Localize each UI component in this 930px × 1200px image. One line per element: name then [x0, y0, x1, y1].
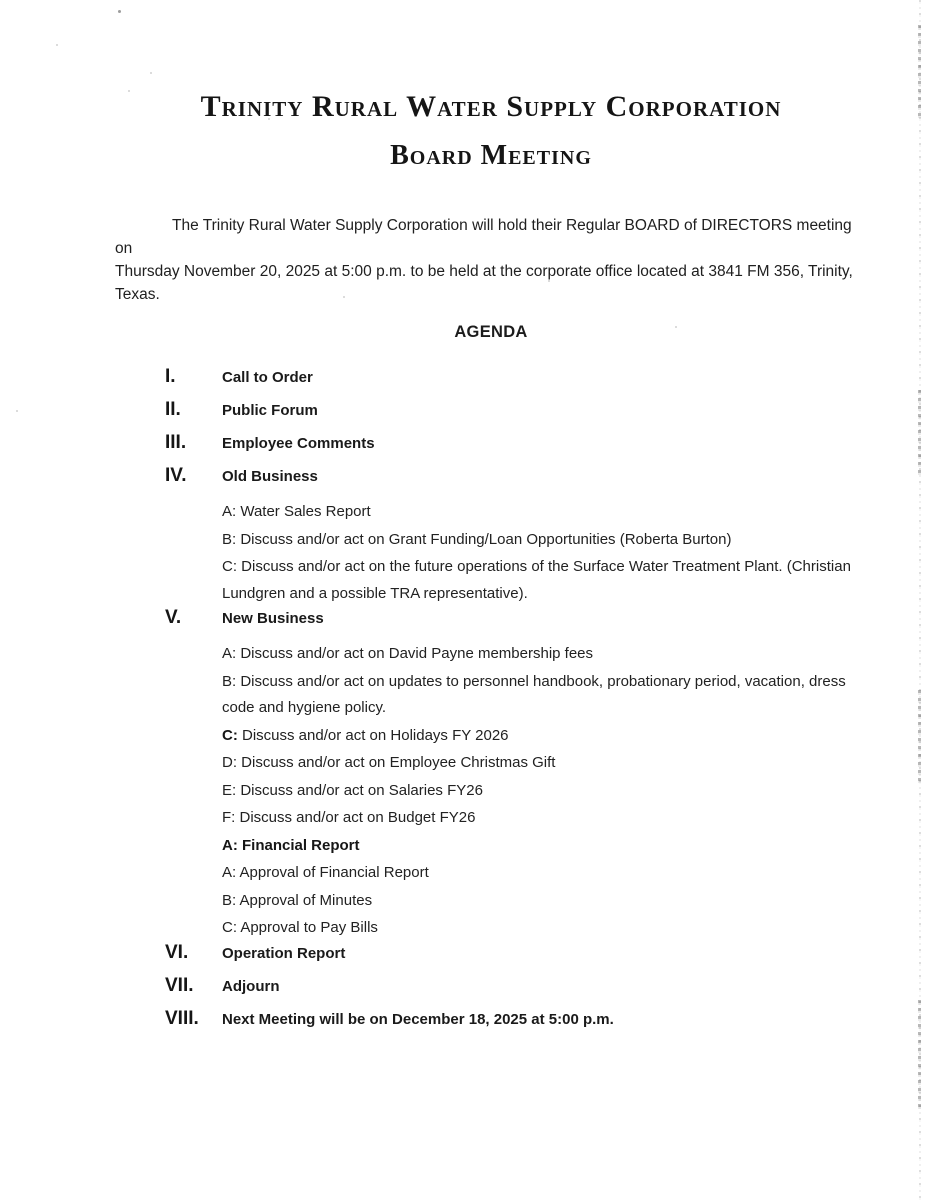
agenda-item [165, 400, 867, 421]
agenda-subitem [222, 915, 867, 942]
agenda-item-numeral: I. [165, 366, 176, 387]
agenda-subitem-line: C: Discuss and/or act on the future operations of the Surface Water Treatment Plant. (Christian [222, 558, 851, 575]
agenda-item [165, 943, 867, 964]
agenda-subitem [222, 778, 867, 805]
scan-edge-artifact-segment [918, 390, 921, 475]
scan-speck [56, 44, 58, 46]
agenda-subitem [222, 860, 867, 887]
agenda-subitem-line: code and hygiene policy. [222, 699, 387, 716]
agenda-subitem-line: B: Approval of Minutes [222, 891, 373, 909]
scan-speck [343, 296, 345, 298]
agenda-subitem [222, 888, 867, 915]
scan-speck [128, 90, 130, 92]
meeting-notice-paragraph [115, 214, 867, 306]
agenda-subitem-line: C: Approval to Pay Bills [222, 919, 378, 936]
agenda-item-numeral: VIII. [165, 1007, 199, 1029]
notice-line: Texas. [115, 286, 160, 303]
notice-line: The Trinity Rural Water Supply Corporation will hold their Regular BOARD of DIRECTORS meeting on [115, 217, 852, 257]
agenda-item [165, 433, 867, 454]
agenda-subitem [222, 641, 867, 668]
agenda-subitem-line: B: Discuss and/or act on Grant Funding/Loan Opportunities (Roberta Burton) [222, 530, 732, 548]
agenda-item-label: Old Business [222, 468, 318, 485]
agenda-subitem [222, 499, 867, 526]
agenda-subitem [222, 805, 867, 832]
agenda-subitem [222, 527, 867, 554]
agenda-subitem [222, 669, 867, 722]
scan-edge-artifact-segment [918, 25, 921, 120]
agenda-subitem-line: A: Financial Report [222, 836, 360, 854]
scan-speck [675, 326, 677, 328]
agenda-item-numeral: VII. [165, 974, 194, 996]
agenda-item-numeral: V. [165, 607, 182, 628]
agenda-item [165, 608, 867, 629]
agenda-item-numeral: II. [165, 399, 181, 420]
agenda-item [165, 367, 867, 388]
scan-speck [118, 10, 121, 13]
agenda-subitem-line: Lundgren and a possible TRA representative). [222, 584, 528, 602]
agenda-item-label: Employee Comments [222, 435, 375, 452]
agenda-item-label: Call to Order [222, 369, 313, 386]
document-page [115, 0, 867, 1200]
agenda-subitem-line: E: Discuss and/or act on Salaries FY26 [222, 781, 483, 799]
agenda-subitem-line: F: Discuss and/or act on Budget FY26 [222, 809, 476, 826]
agenda-subitem-line: C: Discuss and/or act on Holidays FY 2026 [222, 726, 509, 744]
agenda-item-label: New Business [222, 610, 324, 627]
agenda-subitem [222, 750, 867, 777]
agenda-subitem [222, 554, 867, 607]
agenda-item [165, 466, 867, 487]
agenda-item-label: Adjourn [222, 977, 280, 995]
agenda-item-numeral: IV. [165, 465, 187, 486]
agenda-item-label: Operation Report [222, 944, 346, 962]
agenda-item [165, 1009, 867, 1030]
scan-speck [150, 72, 152, 74]
scan-edge-artifact-segment [918, 1000, 921, 1110]
organization-title: Trinity Rural Water Supply Corporation [200, 90, 782, 123]
agenda-subitem-line: D: Discuss and/or act on Employee Christmas Gift [222, 754, 556, 771]
agenda-item-numeral: III. [165, 432, 187, 453]
agenda-item [165, 976, 867, 997]
agenda-subitem [222, 833, 867, 860]
scan-speck [268, 118, 270, 120]
notice-line: Thursday November 20, 2025 at 5:00 p.m. to be held at the corporate office located at 3841 FM 356, Trinity, [115, 263, 853, 280]
agenda-item-label: Public Forum [222, 402, 318, 419]
agenda-subitem [222, 723, 867, 750]
agenda-heading: AGENDA [454, 323, 528, 341]
agenda-subitem-line: A: Discuss and/or act on David Payne membership fees [222, 645, 594, 662]
agenda-subitem-line: B: Discuss and/or act on updates to personnel handbook, probationary period, vacation, dress [222, 672, 846, 690]
agenda-subitem-line: A: Water Sales Report [222, 503, 371, 520]
agenda-item-numeral: VI. [165, 941, 189, 963]
scan-edge-artifact-segment [918, 690, 921, 785]
agenda-list [165, 367, 867, 1030]
scan-speck [548, 280, 550, 282]
scan-speck [16, 410, 18, 412]
document-title: Board Meeting [390, 140, 592, 171]
agenda-item-label: Next Meeting will be on December 18, 2025 at 5:00 p.m. [222, 1010, 614, 1028]
agenda-subitem-line: A: Approval of Financial Report [222, 864, 429, 881]
